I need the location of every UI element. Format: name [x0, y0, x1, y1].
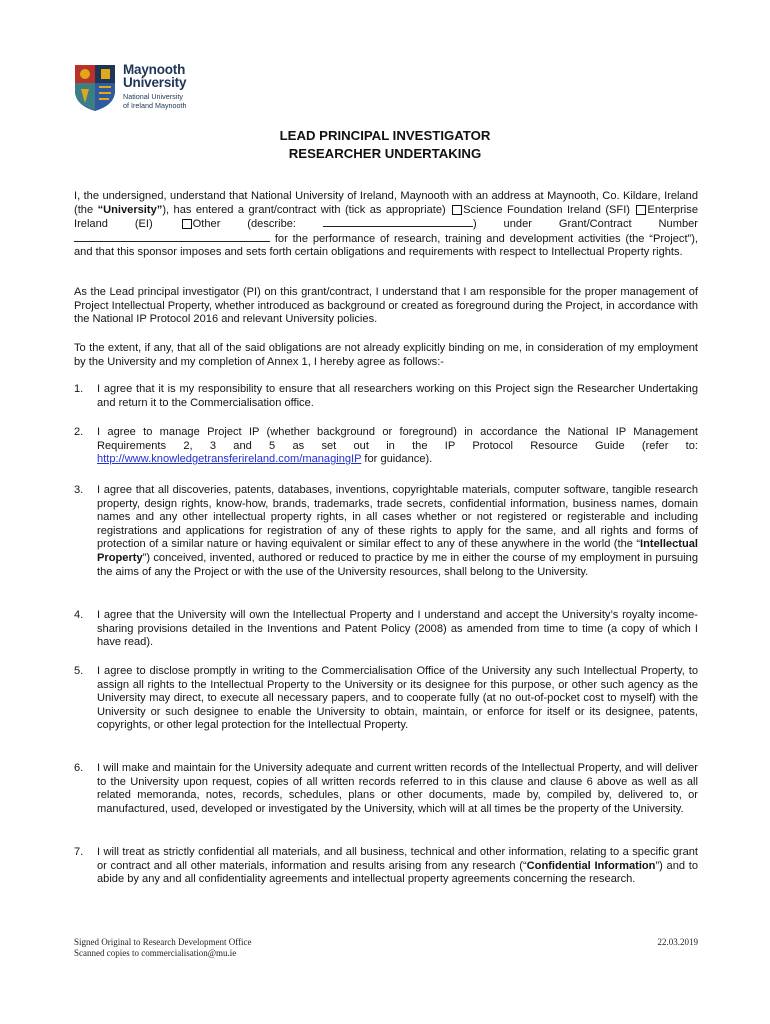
list-item-text: I agree that it is my responsibility to ensure that all researchers working on this Project sign the Researcher Undertaking and return it to the Commercialisation office.	[97, 383, 698, 409]
list-item-text: I will treat as strictly confidential all materials, and all business, technical and other information, relating to a specific grant or contract and all other materials, information and results arising from any research (“Confidential Information”) and to abide by any and all confidentiality agreements and intellectual property agreements concerning the research.	[97, 846, 698, 886]
footer-line2: Scanned copies to commercialisation@mu.ie	[74, 948, 237, 958]
intro-paragraph: I, the undersigned, understand that National University of Ireland, Maynooth with an address at Maynooth, Co. Kildare, Ireland (the “University”), has entered a grant/contract with (tick as appropriate) Science Foundation Ireland (SFI) Enterprise Ireland (EI) Other (describe: ) under Grant/Contract Number for the performance of research, training and development activities (the “Project”), and that this sponsor imposes and sets forth certain obligations and requirements with respect to Intellectual Property rights.	[74, 190, 698, 259]
other-checkbox[interactable]	[182, 219, 192, 229]
document-title-line2: RESEARCHER UNDERTAKING	[288, 146, 482, 161]
list-item-number: 7.	[74, 846, 84, 858]
sfi-option-label: Science Foundation Ireland (SFI)	[463, 203, 635, 216]
ei-option-label: Enterprise Ireland (EI)	[74, 203, 698, 231]
logo-name-line1: Maynooth	[123, 62, 186, 77]
logo-subtitle-line1: National University	[123, 92, 183, 101]
list-item-text: I agree to manage Project IP (whether background or foreground) in accordance the National IP Management Requirements 2, 3 and 5 as set out in the IP Protocol Resource Guide (refer to: http://www.knowledgetransferireland.com/managingIP for guidance).	[97, 426, 698, 466]
list-item-number: 5.	[74, 665, 84, 677]
list-item-number: 2.	[74, 426, 84, 438]
list-item-text: I agree to disclose promptly in writing to the Commercialisation Office of the University any such Intellectual Property, to assign all rights to the Intellectual Property to the University or its designee for this purpose, or other such agency as the University may direct, to execute all necessary papers, and to cooperate fully (at no out-of-pocket cost to myself) with the University or such designee to enable the University to obtain, maintain, or enforce for itself or its designee, patents, copyrights, or other legal protection for the Intellectual Property.	[97, 665, 698, 732]
crest-icon	[73, 63, 117, 113]
obligations-paragraph: To the extent, if any, that all of the said obligations are not already explicitly binding on me, in consideration of my employment by the University and my completion of Annex 1, I hereby agree as follows:-	[74, 342, 698, 368]
university-defined-term: “University”	[97, 203, 163, 216]
list-item-number: 3.	[74, 484, 84, 496]
other-option-label: Other (describe:	[192, 218, 323, 231]
list-item-number: 4.	[74, 609, 84, 621]
other-description-field[interactable]	[323, 217, 473, 227]
footer-date: 22.03.2019	[657, 937, 698, 947]
list-item-number: 1.	[74, 383, 84, 395]
ei-checkbox[interactable]	[636, 205, 646, 215]
pi-responsibility-paragraph: As the Lead principal investigator (PI) on this grant/contract, I understand that I am responsible for the proper management of Project Intellectual Property, whether introduced as background or created as foreground during the Project, in accordance with the National IP Protocol 2016 and relevant University policies.	[74, 286, 698, 326]
confidential-defined-term: Confidential Information	[526, 859, 656, 872]
logo-subtitle-line2: of Ireland Maynooth	[123, 101, 187, 110]
grant-number-field[interactable]	[74, 232, 270, 242]
university-logo	[73, 63, 203, 113]
sfi-checkbox[interactable]	[452, 205, 462, 215]
list-item-text: I agree that all discoveries, patents, databases, inventions, copyrightable materials, computer software, tangible research property, design rights, know-how, brands, trademarks, trade secrets, confidential information, business names, domain names and any other intellectual property rights, in all cases whether or not registered or registerable and including registrations and applications for registration of any of these rights to apply for the same, and all rights and forms of protection of a similar nature or having equivalent or similar effect to any of these anywhere in the world (the “Intellectual Property”) conceived, invented, authored or reduced to practice by me in either the course of my employment in pursuing the aims of any the Project or with the use of the University resources, shall belong to the University.	[97, 484, 698, 578]
ip-defined-term: Intellectual Property	[97, 538, 698, 564]
managing-ip-link[interactable]: http://www.knowledgetransferireland.com/managingIP	[97, 453, 362, 466]
footer-instructions	[74, 937, 374, 959]
list-item-text: I will make and maintain for the University adequate and current written records of the Intellectual Property, and will deliver to the University upon request, copies of all written records referred to in this clause and clause 6 above as well as all related memoranda, notes, records, schedules, plans or other documents, made by, compiled by, delivered to, or manufactured, used, developed or investigated by the University, which will at all times be the property of the University.	[97, 762, 698, 815]
footer-line1: Signed Original to Research Development Office	[74, 937, 252, 947]
logo-name-line2: University	[123, 75, 187, 90]
document-title-line1: LEAD PRINCIPAL INVESTIGATOR	[279, 128, 491, 143]
list-item-number: 6.	[74, 762, 84, 774]
list-item-text: I agree that the University will own the Intellectual Property and I understand and accept the University’s royalty income-sharing provisions detailed in the Inventions and Patent Policy (2008) as amended from time to time (a copy of which I have read).	[97, 609, 698, 649]
